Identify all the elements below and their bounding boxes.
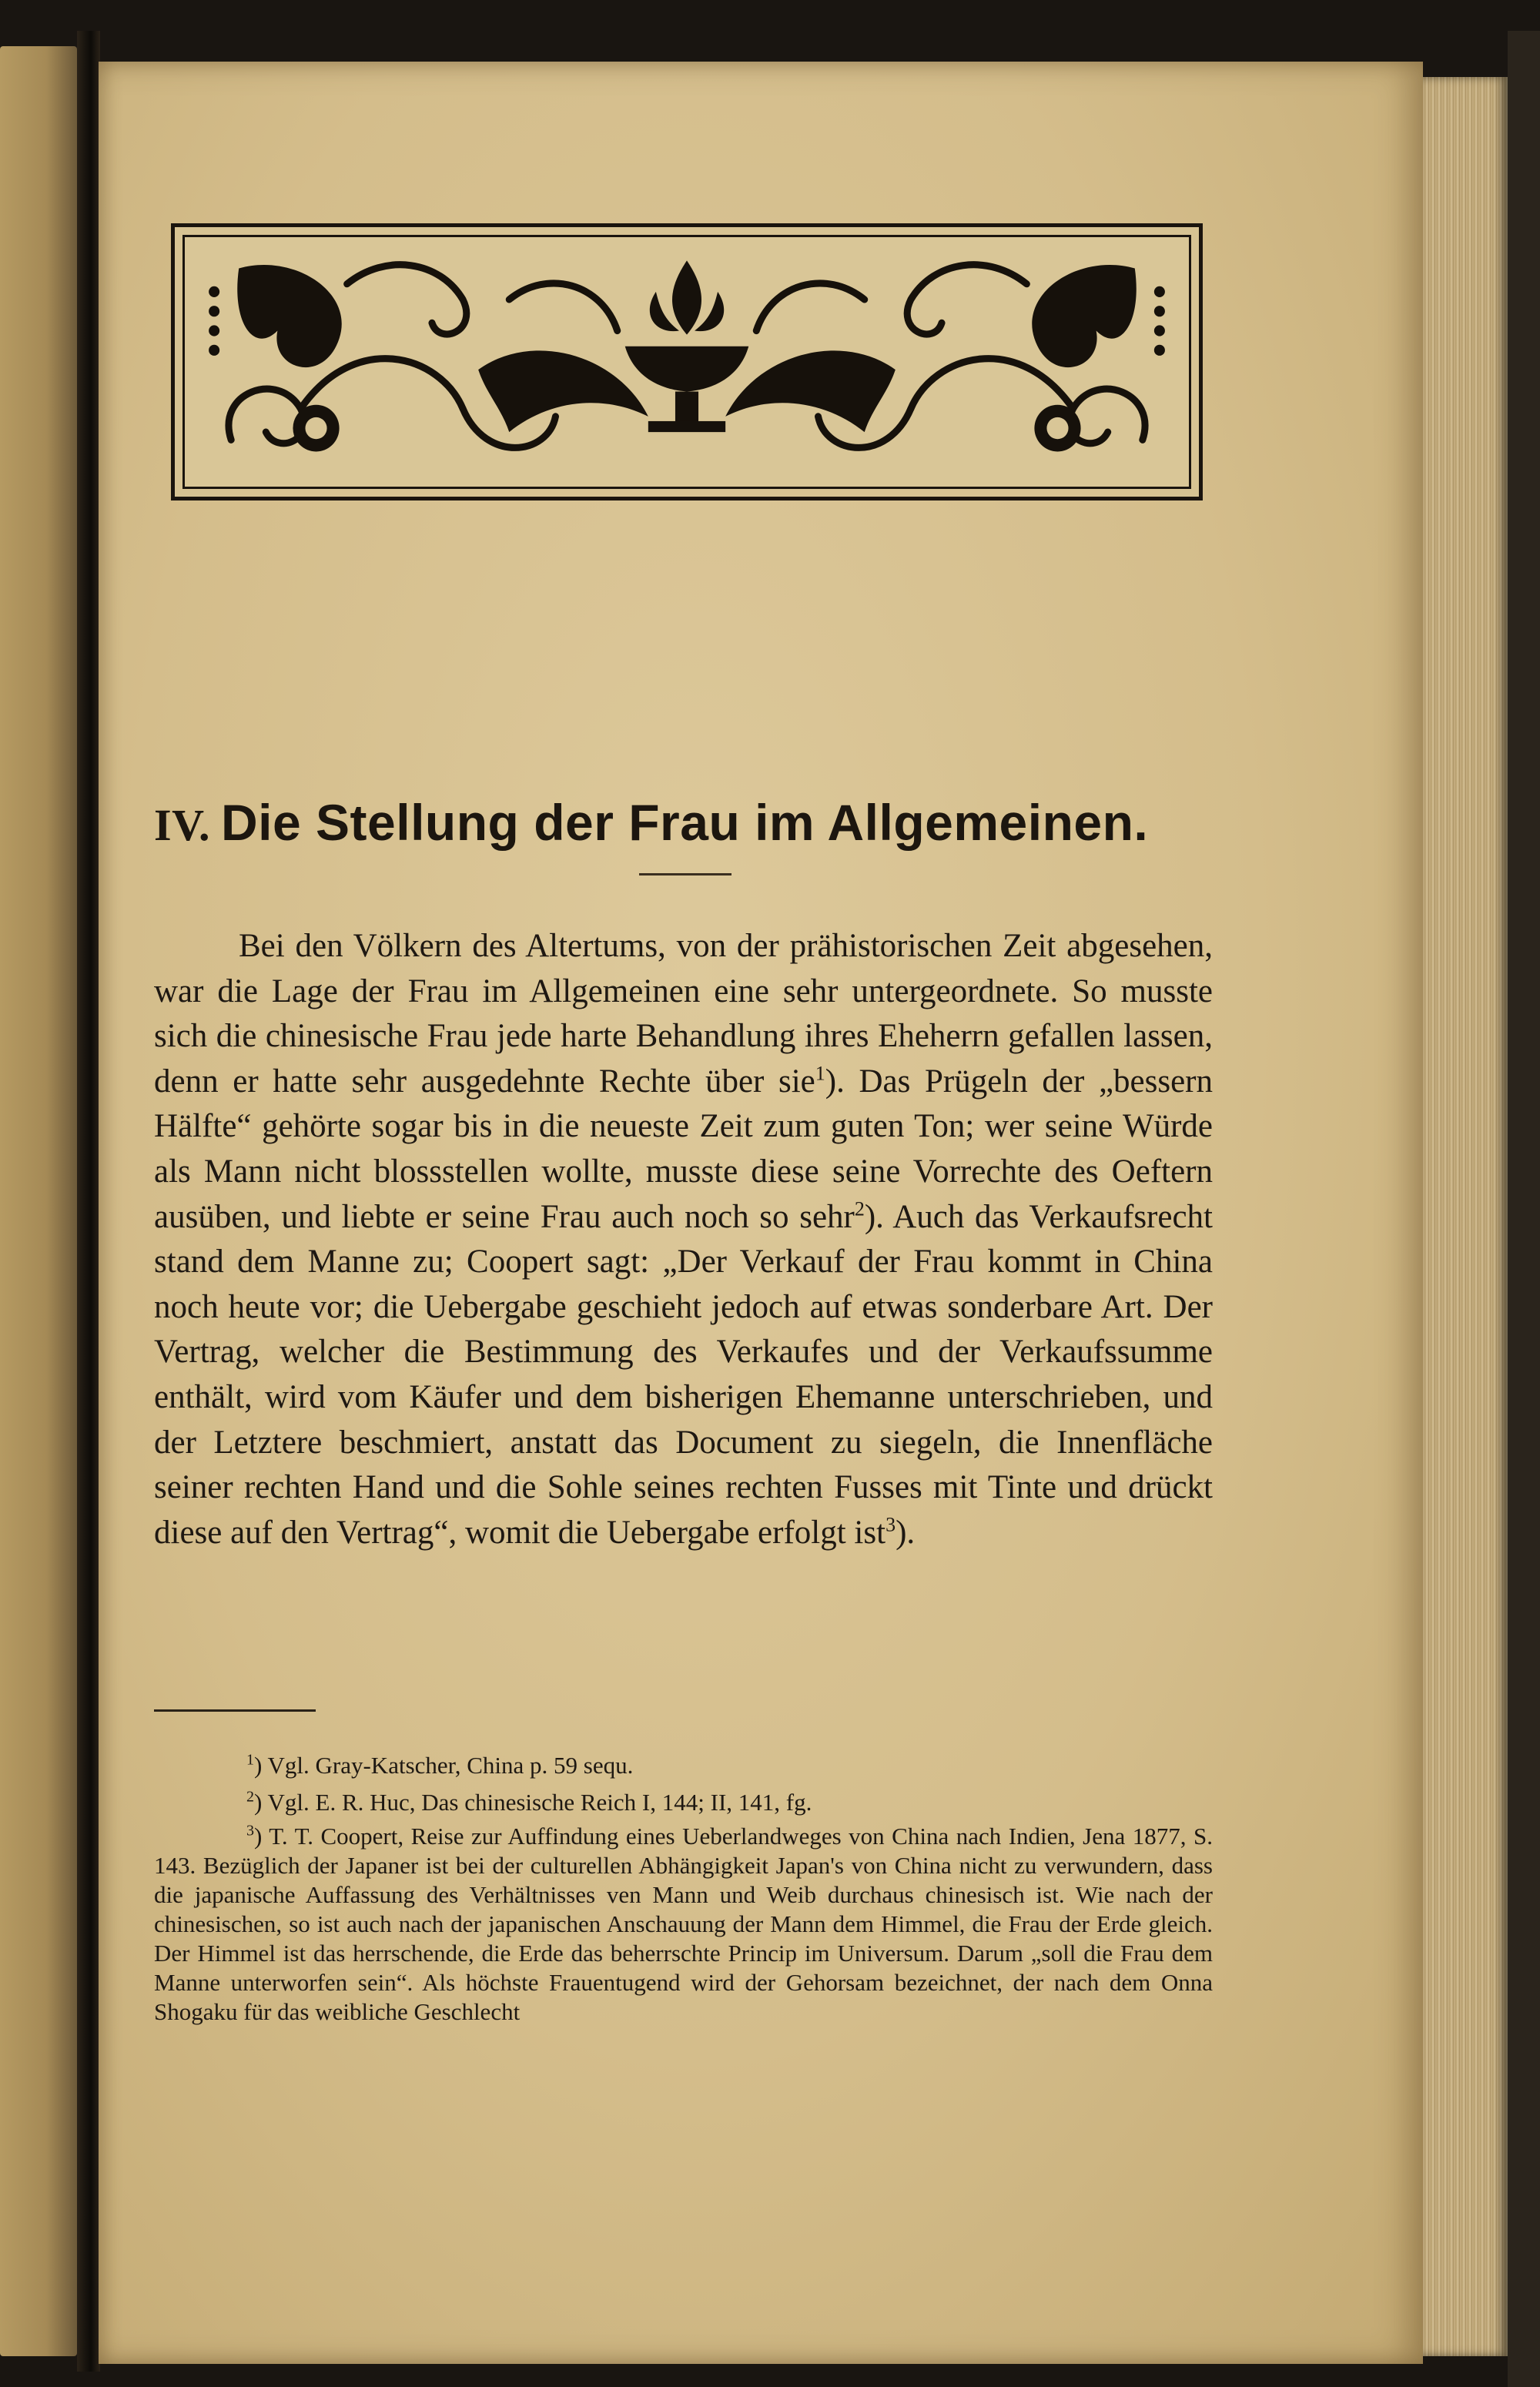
book-spine xyxy=(77,31,100,2372)
book-cover xyxy=(1508,31,1540,2387)
headpiece-ornament-icon xyxy=(171,223,1203,500)
body-text-4: ). xyxy=(896,1514,916,1551)
heading-divider xyxy=(639,873,732,875)
body-text-3: ). Auch das Verkaufsrecht stand dem Manne zu; Coopert sagt: „Der Verkauf der Frau kommt in China noch heute vor; die Uebergabe geschieht jedoch auf etwas sonderbare Art. Der Vertrag, welcher die Bestimmung des Verkaufes und der Verkaufssumme enthält, wird vom Käufer und dem bisherigen Ehemanne unterschrieben, und der Letztere beschmiert, anstatt das Document zu siegeln, die Innenfläche seiner rechten Hand und die Sohle seines rechten Fusses mit Tinte und drückt diese auf den Vertrag“, womit die Uebergabe erfolgt ist xyxy=(154,1198,1213,1551)
footnote-text: ) Vgl. E. R. Huc, Das chinesische Reich I, 144; II, 141, fg. xyxy=(254,1789,812,1816)
footnote-mark: 2 xyxy=(246,1788,254,1806)
chapter-heading xyxy=(154,793,1247,852)
footnote-text: ) Vgl. Gray-Katscher, China p. 59 sequ. xyxy=(254,1752,634,1779)
footnote-2 xyxy=(154,1785,1213,1820)
footnote-3 xyxy=(154,1822,1213,2027)
ornament-scrollwork-icon xyxy=(185,237,1189,487)
footnote-1 xyxy=(154,1748,1213,1783)
footnote-mark: 3 xyxy=(246,1822,254,1840)
chapter-number: IV. xyxy=(154,800,210,850)
body-text-1: Bei den Völkern des Altertums, von der prähistorischen Zeit abgesehen, war die Lage der Frau im Allgemeinen eine sehr untergeordnete. So musste sich die chinesische Frau jede harte Behandlung ihres Eheherrn gefallen lassen, denn er hatte sehr ausgedehnte Rechte über sie xyxy=(154,928,1213,1100)
left-page-edge xyxy=(0,46,77,2356)
chapter-title: Die Stellung der Frau im Allgemeinen. xyxy=(220,794,1149,851)
body-text-2: ). Das Prügeln der „bessern Hälfte“ gehörte sogar bis in die neueste Zeit zum guten Ton; wer seine Würde als Mann nicht blossstellen wollte, musste diese seine Vorrechte des Oeftern ausüben, und liebte er seine Frau auch noch so sehr xyxy=(154,1063,1213,1235)
footnote-ref-2: 2 xyxy=(854,1197,865,1220)
footnote-divider xyxy=(154,1709,316,1712)
footnotes xyxy=(154,1748,1213,2027)
page-edges xyxy=(1423,77,1508,2356)
footnote-text: ) T. T. Coopert, Reise zur Auffindung eines Ueberlandweges von China nach Indien, Jena 1877, S. 143. Bezüglich der Japaner ist bei der culturellen Abhängigkeit Japan's von China nicht zu verwundern, dass die japanische Auffassung des Verhältnisses ven Mann und Weib durchaus chinesisch ist. Wie nach der chinesischen, so ist auch nach der japanischen Anschauung der Mann dem Himmel, die Frau der Erde gleich. Der Himmel ist das herrschende, die Erde das beherrschte Princip im Universum. Darum „soll die Frau dem Manne unterworfen sein“. Als höchste Frauentugend wird der Gehorsam bezeichnet, der nach dem Onna Shogaku für das weibliche Geschlecht xyxy=(154,1823,1213,2025)
footnote-ref-1: 1 xyxy=(815,1062,825,1085)
body-paragraph xyxy=(154,924,1213,1555)
footnote-ref-3: 3 xyxy=(886,1513,896,1536)
footnote-mark: 1 xyxy=(246,1751,254,1769)
